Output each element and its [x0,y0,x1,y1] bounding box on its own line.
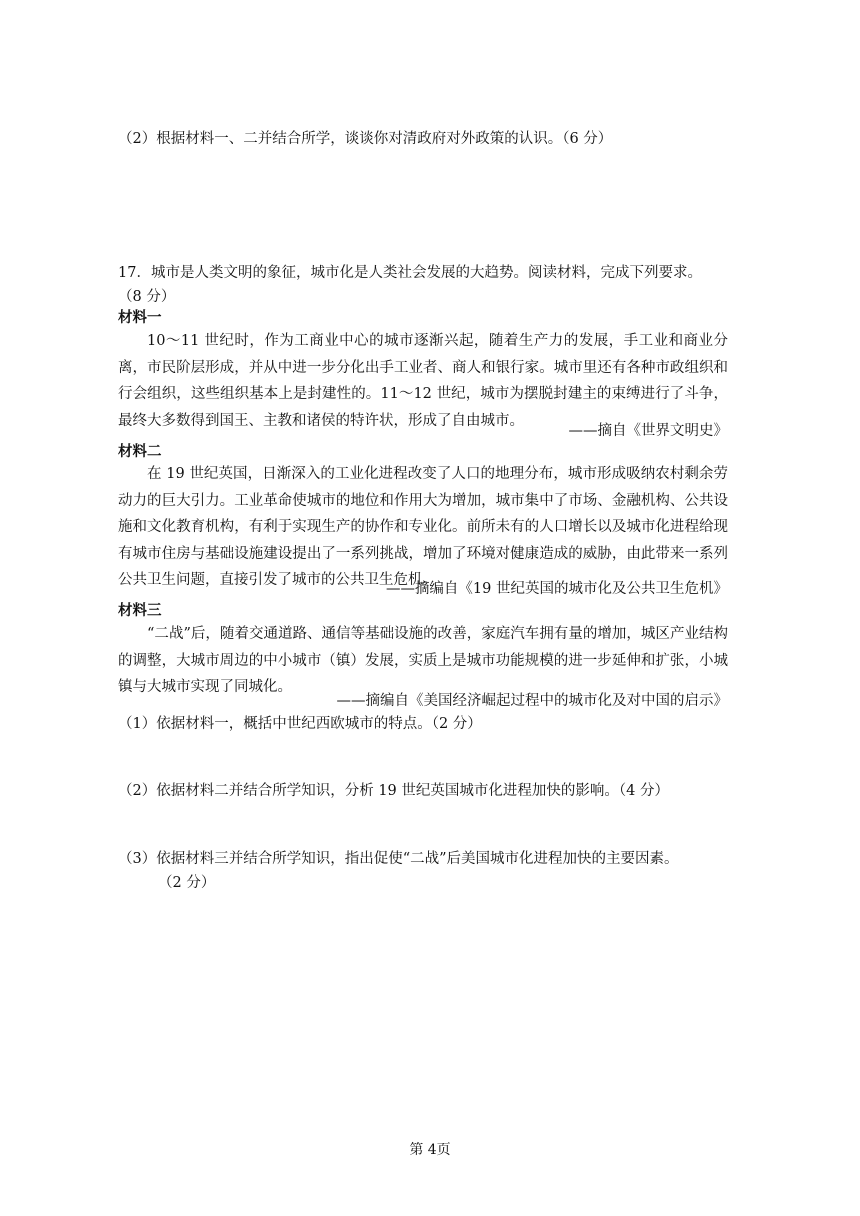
material-1-heading: 材料一 [118,310,162,326]
page-number: 第 4页 [409,1142,451,1158]
material-2-source: ——摘编自《19 世纪英国的城市化及公共卫生危机》 [385,581,728,597]
material-2-text: 在 19 世纪英国，日渐深入的工业化进程改变了人口的地理分布，城市形成吸纳农村剩余劳动力的巨大引力。工业革命使城市的地位和作用大为增加，城市集中了市场、金融机构、公共设施和文化教育机构，有利于实现生产的协作和专业化。前所未有的人口增长以及城市化进程给现有城市住房与基础设施建设提出了一系列挑战，增加了环境对健康造成的威胁，由此带来一系列公共卫生问题，直接引发了城市的公共卫生危机。 [118,466,728,589]
material-2-heading: 材料二 [118,444,162,460]
material-1-text: 10～11 世纪时，作为工商业中心的城市逐渐兴起，随着生产力的发展，手工业和商业分离，市民阶层形成，并从中进一步分化出手工业者、商人和银行家。城市里还有各种市政组织和行会组织，这些组织基本上是封建性的。11～12 世纪，城市为摆脱封建主的束缚进行了斗争，最终大多数得到国王、主教和诸侯的特许状，形成了自由城市。 [118,333,728,429]
question-16-part-2: （2）根据材料一、二并结合所学，谈谈你对清政府对外政策的认识。（6 分） [118,131,613,147]
question-17-part-3: （3）依据材料三并结合所学知识，指出促使“二战”后美国城市化进程加快的主要因素。 [118,851,679,867]
material-3-heading: 材料三 [118,603,162,619]
question-17-part-1: （1）依据材料一，概括中世纪西欧城市的特点。（2 分） [118,716,482,732]
question-17-score: （8 分） [118,289,176,305]
question-17-part-3-score: （2 分） [158,875,216,891]
question-17-stem: 17．城市是人类文明的象征，城市化是人类社会发展的大趋势。阅读材料，完成下列要求。 [118,265,702,281]
material-1-source: ——摘自《世界文明史》 [568,423,728,439]
material-3-source: ——摘编自《美国经济崛起过程中的城市化及对中国的启示》 [336,693,728,709]
question-17-part-2: （2）依据材料二并结合所学知识，分析 19 世纪英国城市化进程加快的影响。（4 分） [118,783,669,799]
material-3-text: “二战”后，随着交通道路、通信等基础设施的改善，家庭汽车拥有量的增加，城区产业结构的调整，大城市周边的中小城市（镇）发展，实质上是城市功能规模的进一步延伸和扩张，小城镇与大城市实现了同城化。 [118,626,728,696]
